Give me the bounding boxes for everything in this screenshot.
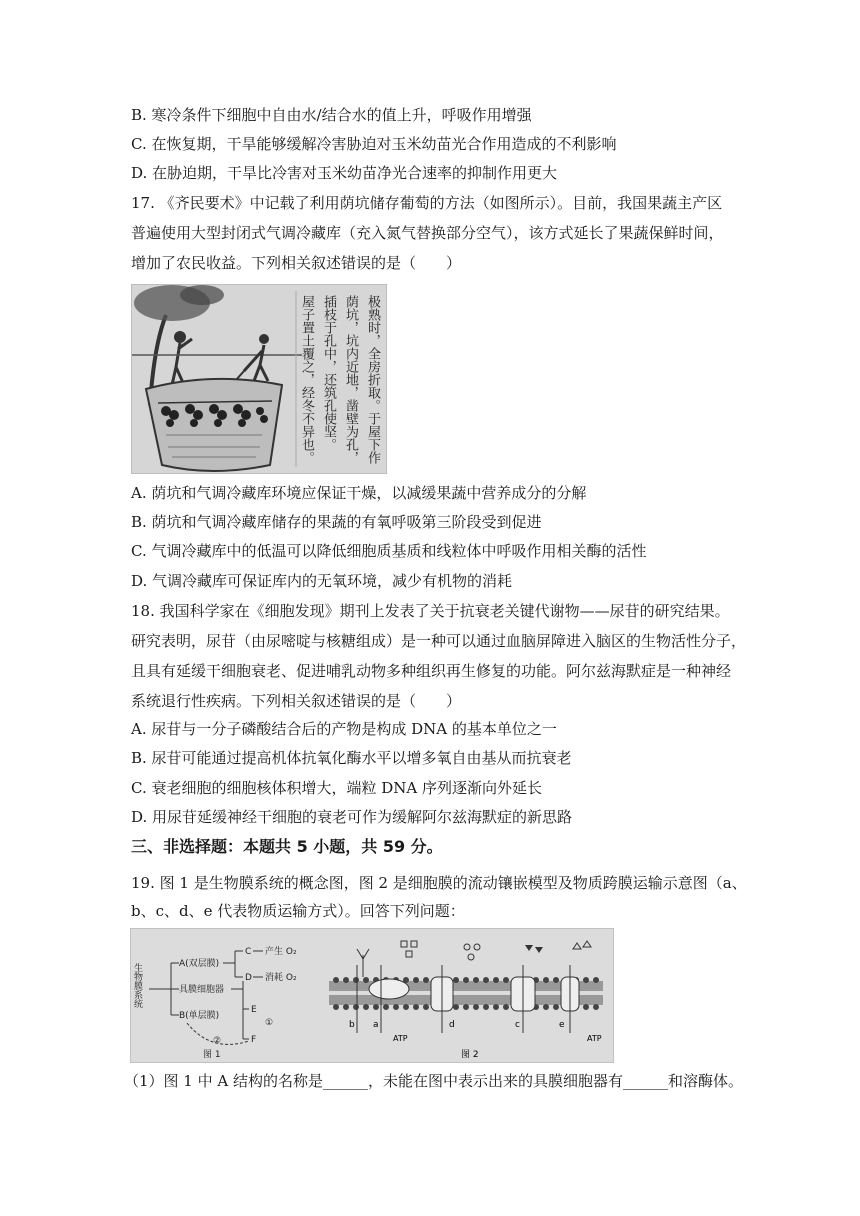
q18-stem-line-3: 且具有延缓干细胞衰老、促进哺乳动物多种组织再生修复的功能。阿尔兹海默症是一种神经 [131, 662, 732, 680]
fig1-branch-a: A(双层膜) [179, 959, 220, 969]
q19-stem-line-1: 19. 图 1 是生物膜系统的概念图，图 2 是细胞膜的流动镶嵌模型及物质跨膜运输示意图（a、 [131, 874, 747, 892]
q18-option-c: C. 衰老细胞的细胞核体积增大，端粒 DNA 序列逐渐向外延长 [131, 779, 543, 797]
q19-subquestion-1: （1）图 1 中 A 结构的名称是______，未能在图中表示出来的具膜细胞器有______和溶酶体。 [124, 1072, 743, 1090]
q19-stem-line-2: b、c、d、e 代表物质运输方式）。回答下列问题： [131, 902, 465, 920]
section-3-heading: 三、非选择题：本题共 5 小题，共 59 分。 [131, 837, 443, 856]
fig1-circle-1: ① [265, 1018, 274, 1028]
fig2-label-a: a [373, 1020, 379, 1030]
q17-option-d: D. 气调冷藏库可保证库内的无氧环境，减少有机物的消耗 [131, 572, 513, 590]
fig1-d-output: 消耗 O₂ [265, 973, 297, 983]
q18-option-d: D. 用尿苷延缓神经干细胞的衰老可作为缓解阿尔兹海默症的新思路 [131, 808, 573, 826]
figure-2-membrane-model [329, 941, 603, 1060]
fig2-label-c: c [515, 1020, 520, 1030]
q18-option-a: A. 尿苷与一分子磷酸结合后的产物是构成 DNA 的基本单位之一 [131, 720, 557, 738]
fig2-atp-left: ATP [393, 1034, 408, 1043]
q17-stem-line-2: 普遍使用大型封闭式气调冷藏库（充入氮气替换部分空气），该方式延长了果蔬保鲜时间， [131, 224, 724, 242]
q18-stem-line-1: 18. 我国科学家在《细胞发现》期刊上发表了关于抗衰老关键代谢物——尿苷的研究结果。 [131, 602, 730, 620]
figure-text-column-4: 屋子置土覆之，经冬不异也。 [299, 295, 314, 464]
fig1-circle-2: ② [213, 1036, 222, 1046]
q17-stem-line-1: 17. 《齐民要术》中记载了利用荫坑储存葡萄的方法（如图所示）。目前，我国果蔬主产区 [131, 194, 723, 212]
fig1-caption: 图 1 [203, 1050, 221, 1060]
q19-membrane-figures [130, 928, 614, 1063]
fig2-caption: 图 2 [461, 1050, 479, 1060]
q18-stem-line-4: 系统退行性疾病。下列相关叙述错误的是（ ） [131, 692, 462, 710]
figure-text-column-2: 荫坑，坑内近地，凿壁为孔， [343, 295, 358, 464]
figure-1-concept-map [132, 945, 297, 1060]
fig2-label-d: d [449, 1020, 455, 1030]
q17-option-a: A. 荫坑和气调冷藏库环境应保证干燥，以减缓果蔬中营养成分的分解 [131, 484, 587, 502]
fig2-label-e: e [559, 1020, 565, 1030]
q16-option-c: C. 在恢复期，干旱能够缓解冷害胁迫对玉米幼苗光合作用造成的不利影响 [131, 135, 617, 153]
fig1-d: D [245, 973, 252, 983]
q16-option-d: D. 在胁迫期，干旱比冷害对玉米幼苗净光合速率的抑制作用更大 [131, 164, 558, 182]
fig1-e: E [251, 1005, 257, 1015]
fig1-c-output: 产生 O₂ [265, 947, 297, 957]
figure-text-column-3: 插枝于孔中，还筑孔使坚。 [321, 295, 336, 451]
q17-option-c: C. 气调冷藏库中的低温可以降低细胞质基质和线粒体中呼吸作用相关酶的活性 [131, 542, 647, 560]
figure-text-column-1: 极熟时，全房折取。于屋下作 [365, 295, 380, 464]
q16-option-b: B. 寒冷条件下细胞中自由水/结合水的值上升，呼吸作用增强 [131, 106, 532, 124]
q17-grape-pit-illustration [131, 284, 387, 474]
q18-option-b: B. 尿苷可能通过提高机体抗氧化酶水平以增多氧自由基从而抗衰老 [131, 749, 572, 767]
membrane-figure-drawing [131, 929, 613, 1062]
fig2-atp-right: ATP [587, 1034, 602, 1043]
q17-option-b: B. 荫坑和气调冷藏库储存的果蔬的有氧呼吸第三阶段受到促进 [131, 513, 542, 531]
fig1-f: F [251, 1035, 257, 1045]
q18-stem-line-2: 研究表明，尿苷（由尿嘧啶与核糖组成）是一种可以通过血脑屏障进入脑区的生物活性分子， [131, 632, 747, 650]
fig1-branch-mid: 具膜细胞器 [179, 985, 225, 995]
q17-stem-line-3: 增加了农民收益。下列相关叙述错误的是（ ） [131, 254, 462, 272]
fig1-root-label: 生物膜系统 [132, 963, 142, 1008]
fig2-label-b: b [349, 1020, 355, 1030]
fig1-c: C [245, 947, 252, 957]
fig1-branch-b: B(单层膜) [179, 1011, 220, 1021]
